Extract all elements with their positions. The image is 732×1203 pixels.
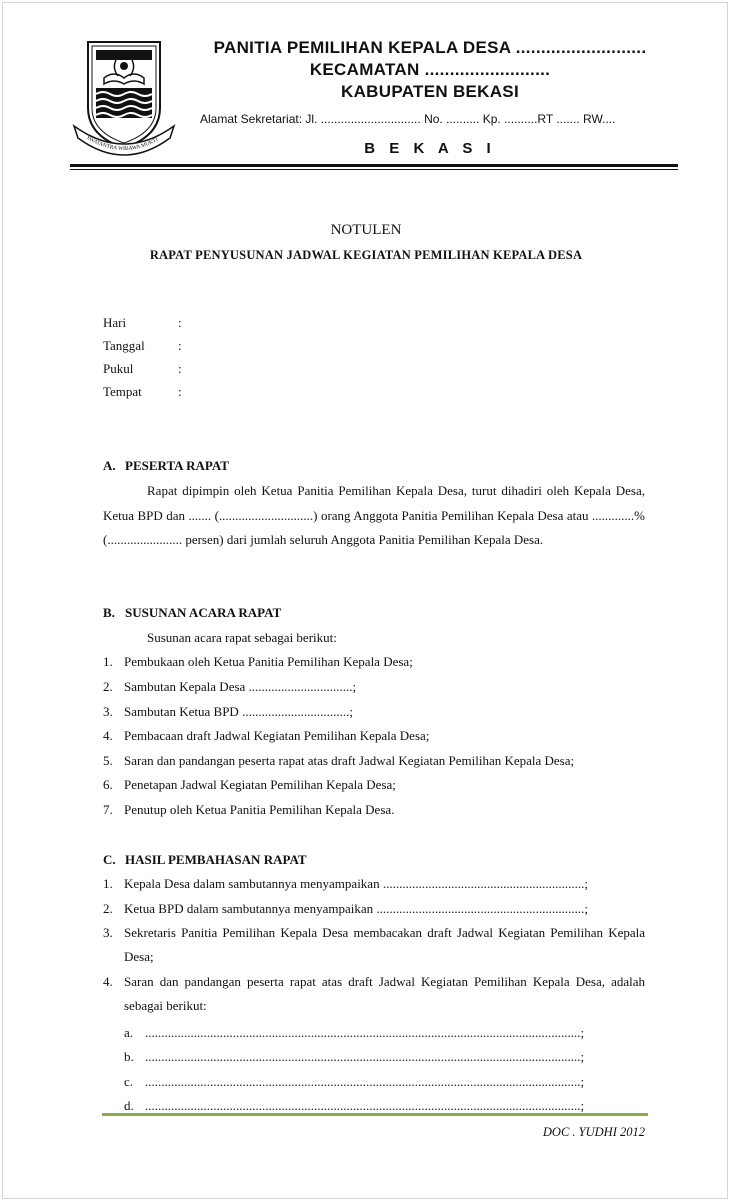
- list-text: Sekretaris Panitia Pemilihan Kepala Desa membacakan draft Jadwal Kegiatan Pemilihan Kepala Desa;: [124, 925, 645, 964]
- sub-item: [124, 1025, 634, 1041]
- document-subtitle: RAPAT PENYUSUNAN JADWAL KEGIATAN PEMILIHAN KEPALA DESA: [149, 248, 583, 262]
- list-text: Ketua BPD dalam sambutannya menyampaikan ................................................................;: [124, 901, 588, 916]
- field-tanggal: [103, 338, 182, 354]
- list-text: Saran dan pandangan peserta rapat atas draft Jadwal Kegiatan Pemilihan Kepala Desa;: [124, 753, 575, 768]
- field-label: Tempat: [103, 384, 142, 399]
- section-title: HASIL PEMBAHASAN RAPAT: [125, 852, 307, 867]
- field-colon: :: [178, 338, 182, 353]
- list-number: 4.: [103, 974, 113, 989]
- section-title: SUSUNAN ACARA RAPAT: [125, 605, 282, 620]
- list-item: [103, 970, 645, 1017]
- field-label: Hari: [103, 315, 127, 330]
- list-item: [103, 749, 645, 773]
- letterhead-rule-thick: [70, 164, 678, 167]
- list-number: 4.: [103, 728, 113, 743]
- secretariat-address: Alamat Sekretariat: Jl. .............................. No. .......... Kp. ..........RT ....... RW....: [200, 112, 616, 126]
- sub-text: ......................................................................................................................................;: [145, 1098, 585, 1113]
- list-text: Penutup oleh Ketua Panitia Pemilihan Kepala Desa.: [124, 802, 395, 817]
- list-item: [103, 650, 645, 674]
- section-number: B.: [103, 605, 115, 620]
- section-b-intro: Susunan acara rapat sebagai berikut:: [147, 630, 337, 645]
- sub-item: [124, 1074, 634, 1090]
- sub-letter: c.: [124, 1074, 134, 1089]
- list-text: Sambutan Ketua BPD .................................;: [124, 704, 353, 719]
- list-number: 1.: [103, 876, 113, 891]
- list-number: 5.: [103, 753, 113, 768]
- city-name: B E K A S I: [364, 140, 496, 157]
- sub-item: [124, 1098, 634, 1114]
- field-colon: :: [178, 315, 182, 330]
- letterhead-rule-thin: [70, 169, 678, 170]
- sub-text: ......................................................................................................................................;: [145, 1049, 585, 1064]
- footer-doc-label: DOC . YUDHI 2012: [542, 1125, 645, 1139]
- list-item: [103, 675, 645, 699]
- list-text: Pembacaan draft Jadwal Kegiatan Pemilihan Kepala Desa;: [124, 728, 430, 743]
- list-text: Pembukaan oleh Ketua Panitia Pemilihan Kepala Desa;: [124, 654, 413, 669]
- svg-text:SWATANTRA WIBAWA MUKTI: SWATANTRA WIBAWA MUKTI: [85, 134, 160, 153]
- list-item: [103, 872, 645, 896]
- sub-letter: a.: [124, 1025, 134, 1040]
- field-label: Tanggal: [103, 338, 145, 353]
- section-title: PESERTA RAPAT: [125, 458, 229, 473]
- sub-letter: d.: [124, 1098, 134, 1113]
- regency-emblem-logo: [70, 38, 178, 166]
- list-number: 2.: [103, 901, 113, 916]
- sub-letter: b.: [124, 1049, 134, 1064]
- section-b-heading: [103, 605, 281, 621]
- field-tempat: [103, 384, 182, 400]
- list-item: [103, 773, 645, 797]
- list-item: [103, 798, 645, 822]
- sub-text: ......................................................................................................................................;: [145, 1074, 585, 1089]
- list-number: 6.: [103, 777, 113, 792]
- page-border: [2, 2, 728, 1199]
- paragraph-text: Rapat dipimpin oleh Ketua Panitia Pemilihan Kepala Desa, turut dihadiri oleh Kepala Desa, Ketua BPD dan ....... (.............................) orang Anggota Panitia Pemilihan Kepala Desa atau .............% (....................... persen) dari jumlah seluruh Anggota Panitia Pemilihan Kepala Desa.: [103, 483, 645, 548]
- list-item: [103, 921, 645, 968]
- list-item: [103, 700, 645, 724]
- list-item: [103, 897, 645, 921]
- field-hari: [103, 315, 182, 331]
- district-title: KECAMATAN .........................: [309, 60, 551, 79]
- sub-text: ......................................................................................................................................;: [145, 1025, 585, 1040]
- sub-item: [124, 1049, 634, 1065]
- section-number: A.: [103, 458, 116, 473]
- regency-title: KABUPATEN BEKASI: [341, 82, 519, 101]
- list-number: 7.: [103, 802, 113, 817]
- committee-title: PANITIA PEMILIHAN KEPALA DESA ..........................: [213, 38, 647, 57]
- footer-rule: [102, 1113, 648, 1116]
- list-number: 1.: [103, 654, 113, 669]
- list-number: 3.: [103, 925, 113, 940]
- field-colon: :: [178, 384, 182, 399]
- list-text: Penetapan Jadwal Kegiatan Pemilihan Kepala Desa;: [124, 777, 396, 792]
- list-text: Saran dan pandangan peserta rapat atas draft Jadwal Kegiatan Pemilihan Kepala Desa, adalah sebagai berikut:: [124, 974, 645, 1013]
- field-label: Pukul: [103, 361, 134, 376]
- list-number: 2.: [103, 679, 113, 694]
- section-a-heading: [103, 458, 229, 474]
- field-pukul: [103, 361, 182, 377]
- list-text: Sambutan Kepala Desa ................................;: [124, 679, 357, 694]
- list-number: 3.: [103, 704, 113, 719]
- field-colon: :: [178, 361, 182, 376]
- document-title: NOTULEN: [330, 222, 402, 238]
- list-text: Kepala Desa dalam sambutannya menyampaikan ..............................................................;: [124, 876, 588, 891]
- section-number: C.: [103, 852, 116, 867]
- section-c-heading: [103, 852, 307, 868]
- list-item: [103, 724, 645, 748]
- section-a-paragraph: [103, 479, 645, 553]
